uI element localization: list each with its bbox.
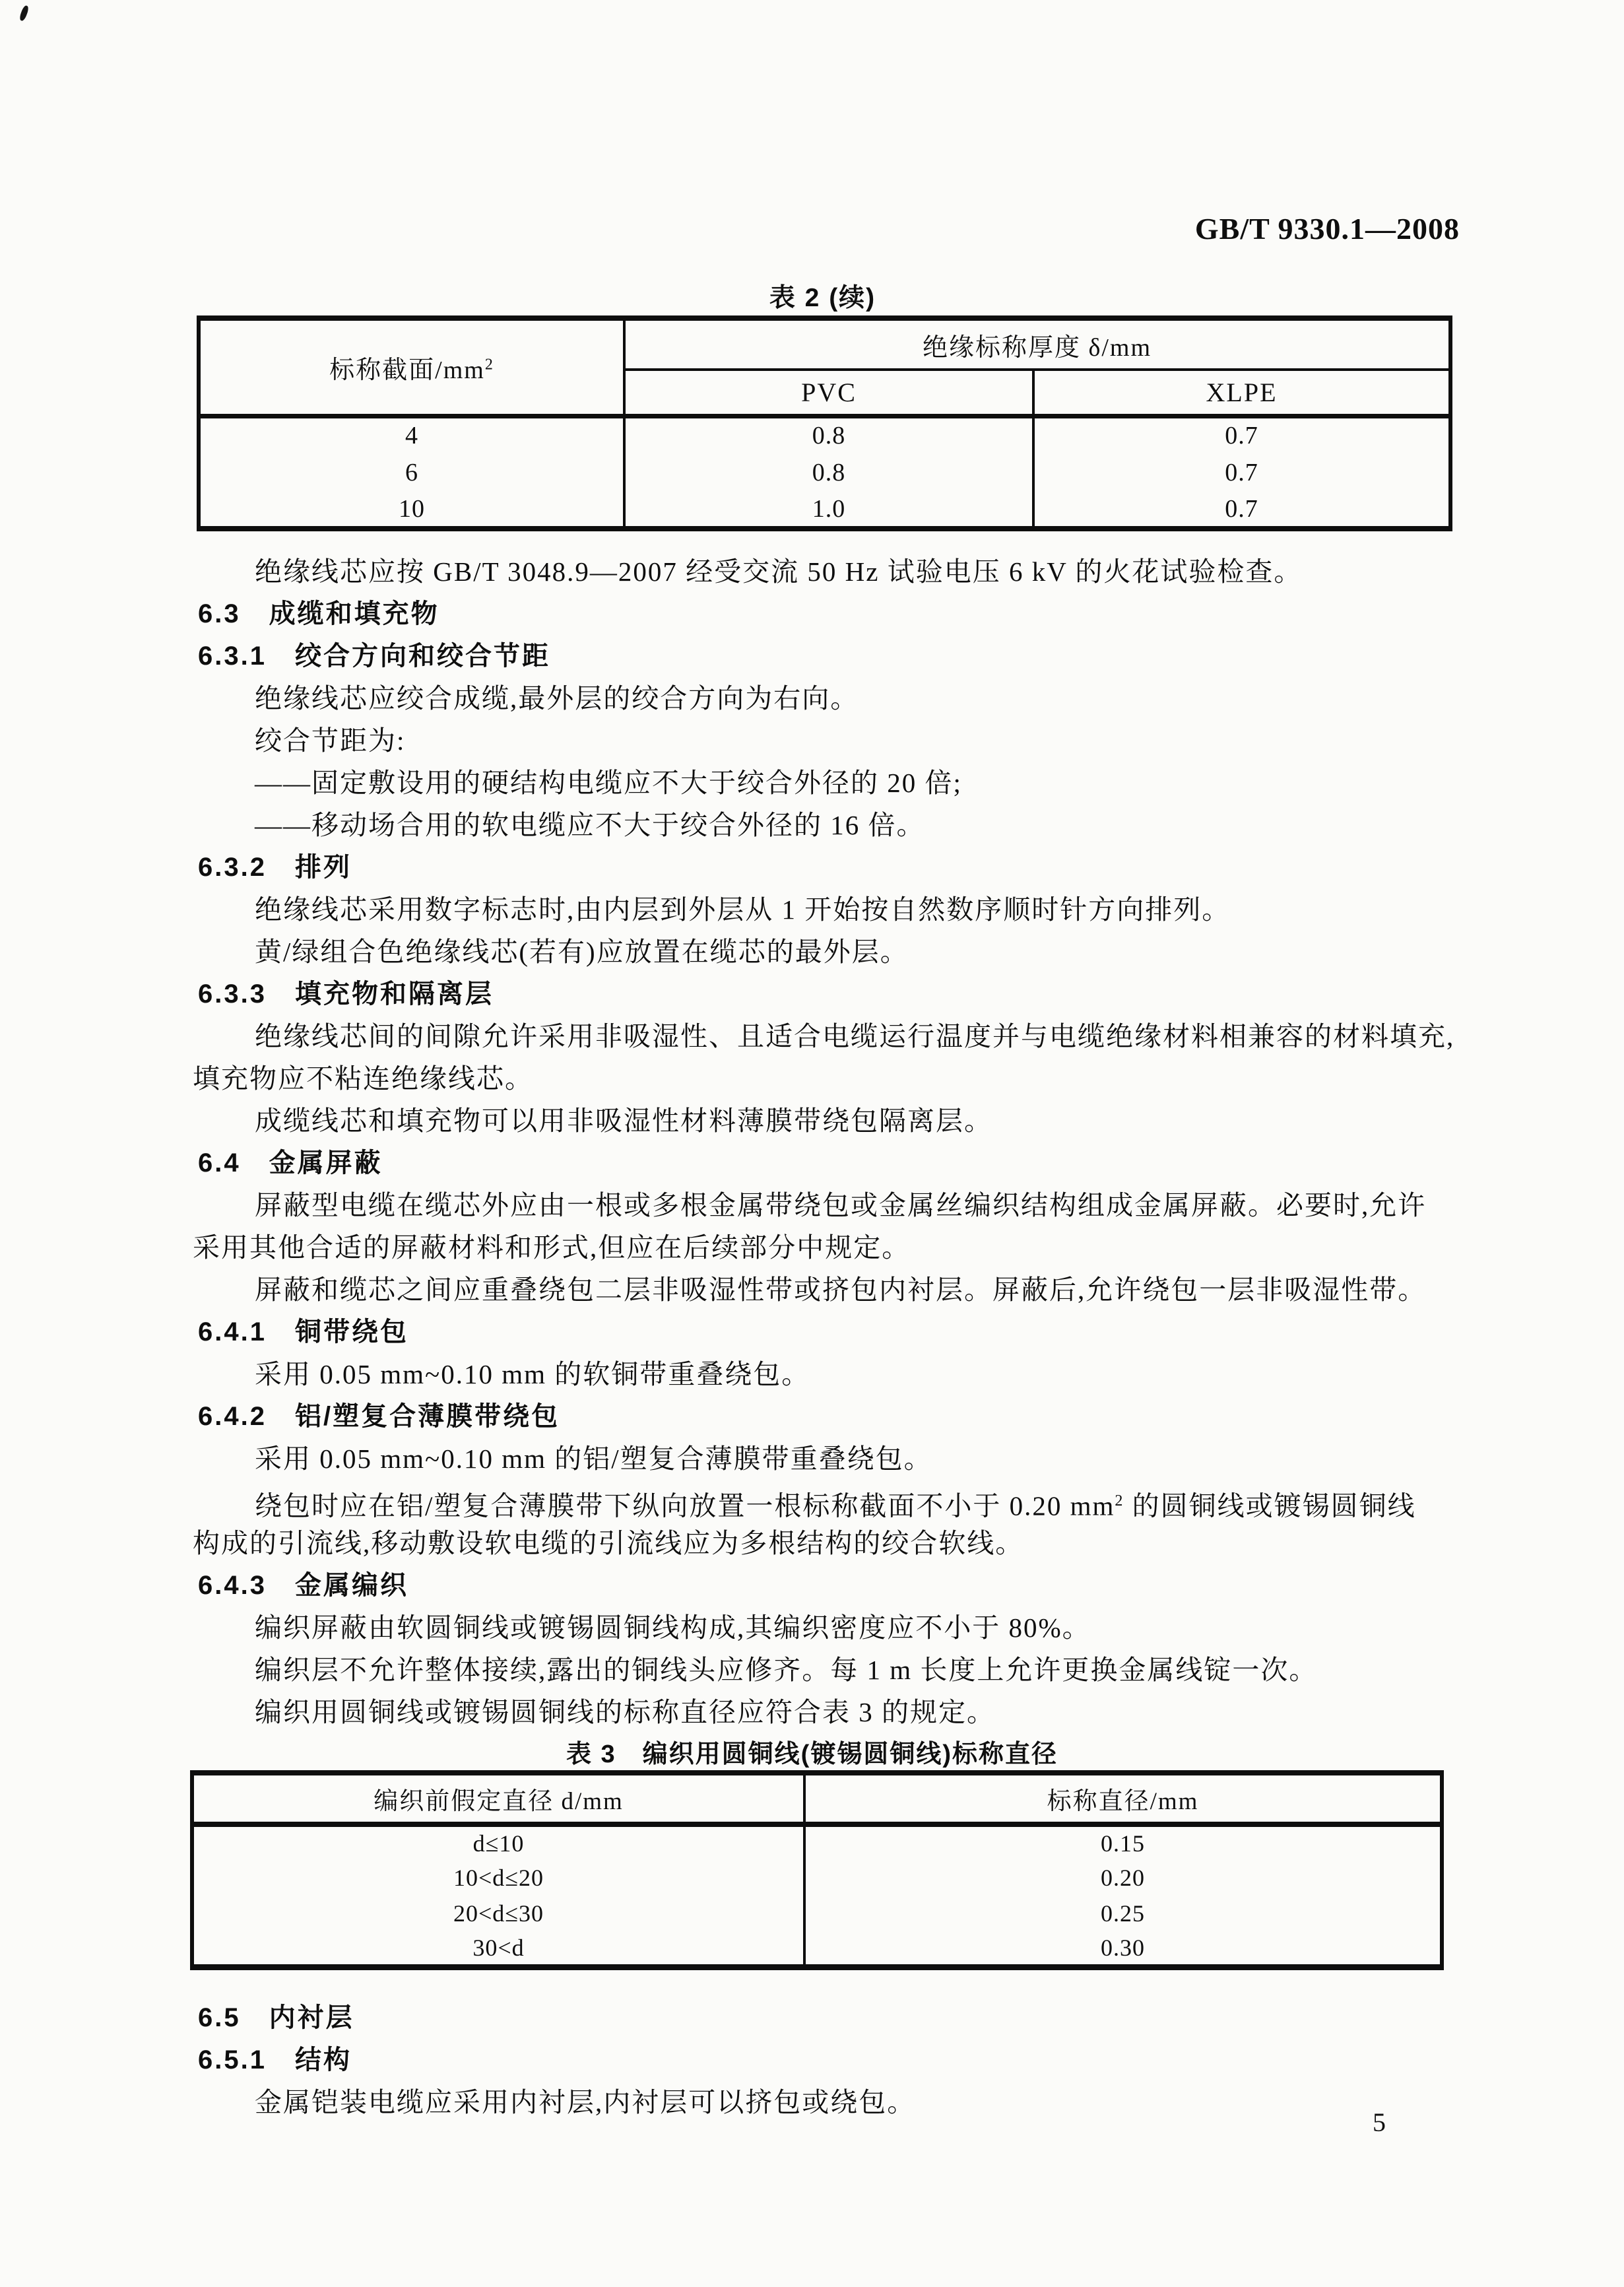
document-tail bbox=[0, 1997, 1624, 2123]
table-cell: 0.8 bbox=[624, 416, 1033, 453]
table3-caption: 表 3 编织用圆铜线(镀锡圆铜线)标称直径 bbox=[566, 1740, 1058, 1768]
paragraph-text: 绕包时应在铝/塑复合薄膜带下纵向放置一根标称截面不小于 0.20 mm bbox=[255, 1490, 1115, 1521]
table-cell: 20<d≤30 bbox=[192, 1896, 804, 1931]
section-heading: 6.3.2 排列 bbox=[198, 853, 352, 882]
section-heading: 6.4.1 铜带绕包 bbox=[198, 1317, 408, 1346]
table-cell: 0.7 bbox=[1033, 491, 1450, 529]
table-row bbox=[192, 1931, 1442, 1967]
paragraph-line: 黄/绿组合色绝缘线芯(若有)应放置在缆芯的最外层。 bbox=[255, 937, 909, 967]
section-heading: 6.5 内衬层 bbox=[198, 2003, 354, 2032]
table-cell: 0.7 bbox=[1033, 453, 1450, 491]
paragraph-line: ——移动场合用的软电缆应不大于绞合外径的 16 倍。 bbox=[255, 810, 925, 840]
section-heading: 6.4 金属屏蔽 bbox=[198, 1148, 383, 1177]
paragraph-line: 绝缘线芯应按 GB/T 3048.9—2007 经受交流 50 Hz 试验电压 6 kV 的火花试验检查。 bbox=[255, 556, 1303, 587]
paragraph-line: 编织用圆铜线或镀锡圆铜线的标称直径应符合表 3 的规定。 bbox=[255, 1697, 995, 1727]
table-cell: 0.15 bbox=[1101, 1830, 1145, 1857]
paragraph-line: 采用 0.05 mm~0.10 mm 的软铜带重叠绕包。 bbox=[255, 1359, 810, 1389]
table-cell: 6 bbox=[199, 453, 624, 491]
table3-header-nominal-diameter: 标称直径/mm bbox=[804, 1773, 1442, 1824]
paragraph-line: 采用 0.05 mm~0.10 mm 的铝/塑复合薄膜带重叠绕包。 bbox=[255, 1443, 932, 1474]
section-heading: 6.3.1 绞合方向和绞合节距 bbox=[198, 642, 550, 671]
table2-subheader-xlpe: XLPE bbox=[1033, 370, 1450, 416]
paragraph-line: 金属铠装电缆应采用内衬层,内衬层可以挤包或绕包。 bbox=[255, 2086, 916, 2117]
paragraph-line: 采用其他合适的屏蔽材料和形式,但应在后续部分中规定。 bbox=[193, 1232, 911, 1263]
table-cell: 0.25 bbox=[1101, 1900, 1145, 1927]
paragraph-line bbox=[0, 1480, 1624, 1522]
section-heading: 6.3 成缆和填充物 bbox=[198, 599, 439, 628]
table2-col1-header-sup: 2 bbox=[484, 356, 494, 374]
table-row bbox=[192, 1824, 1442, 1860]
section-heading: 6.5.1 结构 bbox=[198, 2045, 352, 2074]
paragraph-line: 填充物应不粘连绝缘线芯。 bbox=[193, 1063, 533, 1094]
table-3-braid-wire-diameter bbox=[190, 1770, 1444, 1970]
paragraph-line: 绝缘线芯采用数字标志时,由内层到外层从 1 开始按自然数序顺时针方向排列。 bbox=[255, 894, 1231, 925]
section-heading: 6.3.3 填充物和隔离层 bbox=[198, 979, 494, 1009]
table-row bbox=[199, 416, 1450, 453]
scan-artifact-mark bbox=[18, 5, 30, 22]
table-row bbox=[199, 491, 1450, 529]
table-cell: 0.7 bbox=[1033, 416, 1450, 453]
paragraph-line: ——固定敷设用的硬结构电缆应不大于绞合外径的 20 倍; bbox=[255, 768, 962, 798]
table3-header-assumed-diameter: 编织前假定直径 d/mm bbox=[192, 1773, 804, 1824]
table2-subheader-pvc: PVC bbox=[624, 370, 1033, 416]
table-cell: 0.20 bbox=[1101, 1865, 1145, 1891]
table-row bbox=[192, 1860, 1442, 1896]
table2-caption: 表 2 (续) bbox=[769, 284, 876, 312]
paragraph-text: 的圆铜线或镀锡圆铜线 bbox=[1124, 1490, 1416, 1521]
paragraph-line: 绝缘线芯间的间隙允许采用非吸湿性、且适合电缆运行温度并与电缆绝缘材料相兼容的材料填充, bbox=[255, 1021, 1455, 1051]
table-cell: 1.0 bbox=[624, 491, 1033, 529]
table-row bbox=[192, 1896, 1442, 1931]
table2-col1-header-text: 标称截面/mm bbox=[329, 356, 485, 384]
table-row bbox=[199, 453, 1450, 491]
paragraph-line: 绝缘线芯应绞合成缆,最外层的绞合方向为右向。 bbox=[255, 683, 859, 713]
table-cell: 30<d bbox=[192, 1931, 804, 1967]
paragraph-line: 屏蔽型电缆在缆芯外应由一根或多根金属带绕包或金属丝编织结构组成金属屏蔽。必要时,允许 bbox=[255, 1190, 1427, 1220]
paragraph-line: 绞合节距为: bbox=[255, 725, 406, 756]
table-cell: 10<d≤20 bbox=[192, 1860, 804, 1896]
table-cell: 10 bbox=[199, 491, 624, 529]
section-heading: 6.4.3 金属编织 bbox=[198, 1571, 408, 1600]
table-cell: 0.8 bbox=[624, 453, 1033, 491]
paragraph-line: 编织屏蔽由软圆铜线或镀锡圆铜线构成,其编织密度应不小于 80%。 bbox=[255, 1612, 1091, 1643]
paragraph-line: 构成的引流线,移动敷设软电缆的引流线应为多根结构的绞合软线。 bbox=[193, 1528, 1024, 1558]
document-body bbox=[0, 550, 1624, 2123]
standard-code-header: GB/T 9330.1—2008 bbox=[1194, 212, 1460, 246]
table-2-insulation-thickness bbox=[197, 315, 1452, 531]
table-cell: d≤10 bbox=[192, 1824, 804, 1860]
superscript-2: 2 bbox=[1115, 1492, 1124, 1509]
page-number: 5 bbox=[1373, 2107, 1386, 2137]
paragraph-line: 成缆线芯和填充物可以用非吸湿性材料薄膜带绕包隔离层。 bbox=[255, 1106, 992, 1136]
section-heading: 6.4.2 铝/塑复合薄膜带绕包 bbox=[198, 1402, 560, 1431]
table-cell: 4 bbox=[199, 416, 624, 453]
table2-span-header: 绝缘标称厚度 δ/mm bbox=[624, 318, 1450, 370]
table2-col1-header bbox=[199, 318, 624, 416]
paragraph-line: 屏蔽和缆芯之间应重叠绕包二层非吸湿性带或挤包内衬层。屏蔽后,允许绕包一层非吸湿性带。 bbox=[255, 1275, 1427, 1305]
table-cell: 0.30 bbox=[1101, 1934, 1145, 1961]
paragraph-line: 编织层不允许整体接续,露出的铜线头应修齐。每 1 m 长度上允许更换金属线锭一次。 bbox=[255, 1655, 1318, 1685]
